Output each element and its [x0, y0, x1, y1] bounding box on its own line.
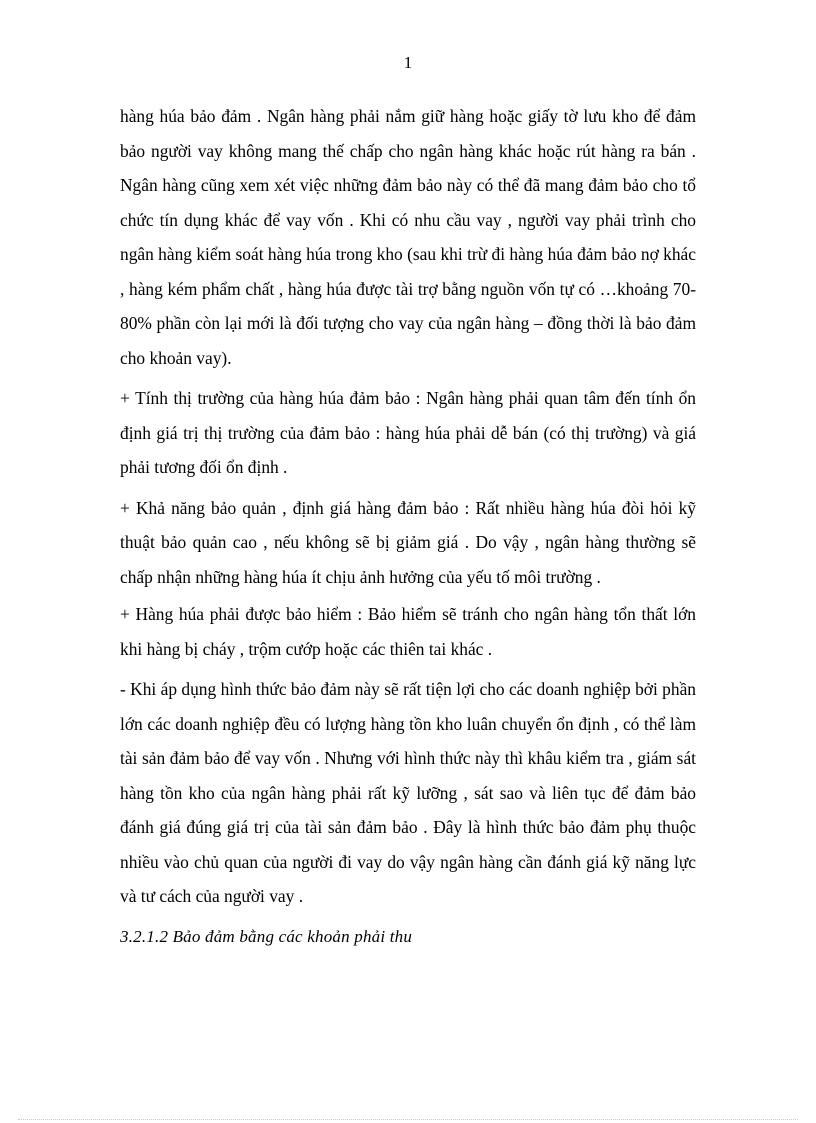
paragraph-insurance: + Hàng húa phải được bảo hiểm : Bảo hiểm sẽ tránh cho ngân hàng tổn thất lớn khi hàng bị cháy , trộm cướp hoặc các thiên tai khác .: [120, 604, 696, 659]
page-bottom-divider: [18, 1119, 798, 1120]
paragraph-goods-collateral: hàng húa bảo đảm . Ngân hàng phải nắm giữ hàng hoặc giấy tờ lưu kho để đảm bảo người vay không mang thế chấp cho ngân hàng khác hoặc rút hàng ra bán . Ngân hàng cũng xem xét việc những đảm bảo này có thể đã mang đảm bảo cho tổ chức tín dụng khác để vay vốn . Khi có nhu cầu vay , người vay phải trình cho ngân hàng kiểm soát hàng húa trong kho (sau khi trừ đi hàng húa đảm bảo nợ khác , hàng kém phẩm chất , hàng húa được tài trợ bằng nguồn vốn tự có …khoảng 70-80% phần còn lại mới là đối tượng cho vay của ngân hàng – đồng thời là bảo đảm cho khoản vay).: [120, 106, 696, 368]
paragraph-storage-valuation: + Khả năng bảo quản , định giá hàng đảm bảo : Rất nhiều hàng húa đòi hỏi kỹ thuật bảo quản cao , nếu không sẽ bị giảm giá . Do vậy , ngân hàng thường sẽ chấp nhận những hàng húa ít chịu ảnh hưởng của yếu tố môi trường .: [120, 497, 696, 587]
paragraph-market-value: + Tính thị trường của hàng húa đảm bảo : Ngân hàng phải quan tâm đến tính ổn định giá trị thị trường của đảm bảo : hàng húa phải dễ bán (có thị trường) và giá phải tương đối ổn định .: [120, 388, 696, 477]
document-body: [120, 99, 696, 954]
paragraph-advantages: - Khi áp dụng hình thức bảo đảm này sẽ rất tiện lợi cho các doanh nghiệp bởi phần lớn các doanh nghiệp đều có lượng hàng tồn kho luân chuyển ổn định , có thể làm tài sản đảm bảo để vay vốn . Nhưng với hình thức này thì khâu kiểm tra , giám sát hàng tồn kho của ngân hàng phải rất kỹ lưỡng , sát sao và liên tục để đảm bảo đánh giá đúng giá trị của tài sản đảm bảo . Đây là hình thức bảo đảm phụ thuộc nhiều vào chủ quan của người đi vay do vậy ngân hàng cần đánh giá kỹ năng lực và tư cách của người vay .: [120, 679, 696, 906]
page-number: 1: [403, 53, 413, 72]
section-heading: 3.2.1.2 Bảo đảm bằng các khoản phải thu: [120, 926, 413, 946]
